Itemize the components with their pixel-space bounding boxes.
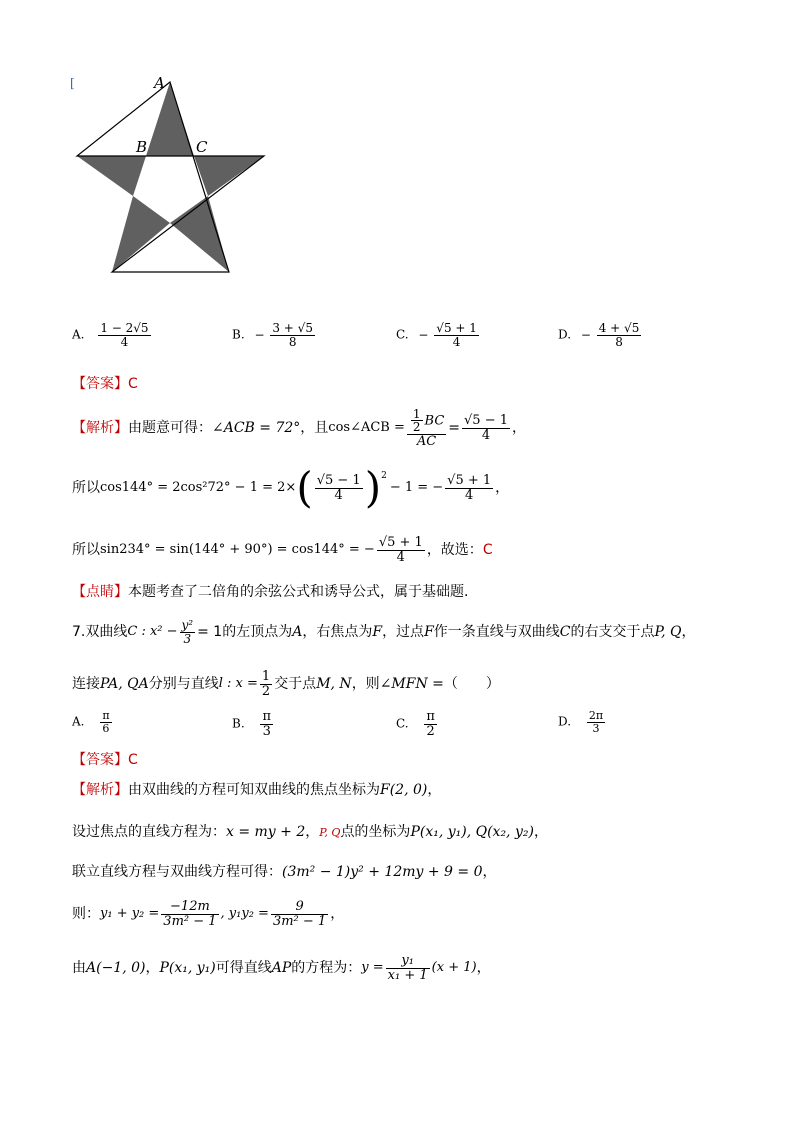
star-tip-1: [146, 82, 194, 156]
q6-derivation-line2: 所以 cos144° = 2cos²72° − 1 = 2× ( $\frac{√5 - 1}{4}$ ) $^2$ − 1 = − $\frac{√5 + 1}{4}$ ，: [72, 463, 510, 512]
q7-analysis-line3: 联立直线方程与双曲线方程可得：(3m² − 1)y² + 12my + 9 = 0，: [72, 864, 497, 880]
label-a: A: [154, 74, 165, 92]
q7-analysis-line2: 设过焦点的直线方程为：x = my + 2，P, Q点的坐标为P(x₁, y₁), Q(x₂, y₂)，: [72, 824, 548, 840]
q7-answer: 【答案】C: [72, 752, 138, 768]
label-c: C: [196, 138, 208, 156]
margin-marker: [: [70, 76, 75, 90]
q6-analysis-line1: 【解析】 由题意可得： ∠ACB = 72° ，且 cos∠ACB = $\frac{1}{2}$ BC AC = $\frac{√5 - 1}{4}$ ，: [72, 406, 526, 449]
q7-option-c[interactable]: C. $\frac{\pi}{2}$: [396, 709, 435, 739]
q7-analysis-line5: 由 A(−1, 0) ， P(x₁, y₁) 可得直线 AP 的方程为： y = $\frac{\text{y₁}}{\text{x₁ + 1}}$ (x + 1) ，: [72, 952, 491, 983]
star-tip-2: [77, 156, 146, 196]
q7-option-d[interactable]: D. $\frac{2\pi}{3}$: [558, 709, 604, 735]
star-tip-5: [170, 196, 229, 272]
q6-option-d[interactable]: D. − $\frac{4 + √5}{8}$: [558, 321, 640, 349]
q6-option-a[interactable]: A. $\frac{1 - 2√5}{4}$: [72, 321, 149, 349]
q6-comment: 【点睛】本题考查了二倍角的余弦公式和诱导公式，属于基础题.: [72, 584, 469, 600]
star-tip-3: [194, 156, 264, 196]
q6-answer: 【答案】C: [72, 376, 138, 392]
q7-stem-line1: 7. 双曲线 C : x² − $\frac{\text{y²}}{3}$ = 1的左顶点为 A ，右焦点为 F ，过点 F 作一条直线与双曲线 C 的右支交于点 P, Q ，: [72, 617, 696, 646]
q7-stem-line2: 连接 PA, QA 分别与直线 l : x = $\frac{1}{2}$ 交于点 M, N ，则 ∠MFN = （ ）: [72, 668, 500, 699]
q7-analysis-line4: 则： y₁ + y₂ = $\frac{-12m}{\text{3m² − 1}}$ , y₁y₂ = $\frac{9}{\text{3m² − 1}}$ ，: [72, 898, 345, 929]
star-figure: [70, 70, 280, 280]
q6-option-b[interactable]: B. − $\frac{3 + √5}{8}$: [232, 321, 313, 349]
q7-option-b[interactable]: B. $\frac{\pi}{3}$: [232, 709, 272, 739]
q6-derivation-line3: 所以 sin234° = sin(144° + 90°) = cos144° = − $\frac{√5 + 1}{4}$ ，故选： C: [72, 534, 493, 565]
label-b: B: [136, 138, 148, 156]
q7-option-a[interactable]: A. $\frac{\pi}{6}$: [72, 709, 110, 735]
q6-option-c[interactable]: C. − $\frac{√5 + 1}{4}$: [396, 321, 477, 349]
q7-analysis-line1: 【解析】由双曲线的方程可知双曲线的焦点坐标为F(2, 0)，: [72, 782, 442, 798]
